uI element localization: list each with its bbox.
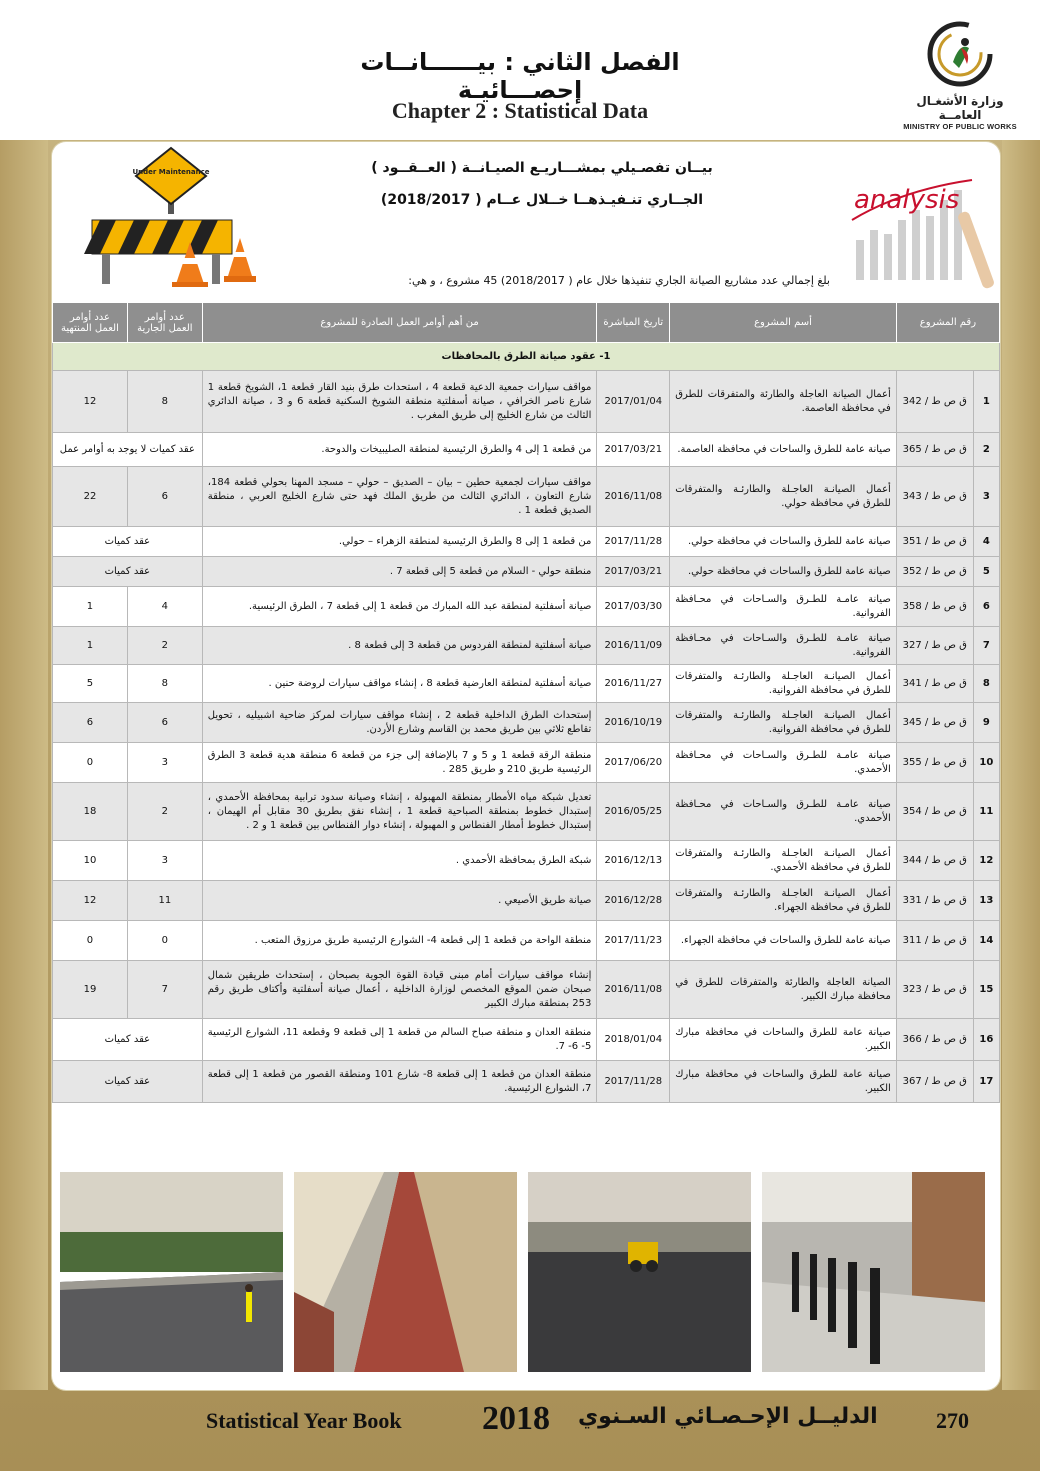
row-project-name: أعمال الصيانـة العاجـلة والطارئـة والمتفرقات للطرق في محافظة الأحمدي.: [670, 841, 897, 881]
row-code: ق ص ط / 331: [896, 881, 973, 921]
row-finished-count: 18: [53, 783, 128, 841]
ministry-logo: [900, 18, 1020, 131]
row-start-date: 2016/12/13: [597, 841, 670, 881]
row-finished-count: 19: [53, 961, 128, 1019]
section-title: 1- عقود صيانة الطرق بالمحافظات: [53, 343, 1000, 371]
row-running-count: 2: [127, 783, 202, 841]
gold-border-right: [1002, 140, 1040, 1390]
row-start-date: 2016/12/28: [597, 881, 670, 921]
footer-book-en: Statistical Year Book: [206, 1408, 402, 1433]
photo-strip: [60, 1172, 990, 1372]
row-start-date: 2017/03/21: [597, 557, 670, 587]
row-running-count: 6: [127, 467, 202, 527]
row-project-name: صيانة عامة للطرق والساحات في محافظة مبارك الكبير.: [670, 1019, 897, 1061]
table-row: [53, 1019, 1000, 1061]
photo-sidewalk-bricks: [294, 1172, 517, 1372]
row-finished-count: 12: [53, 881, 128, 921]
table-row: [53, 1061, 1000, 1103]
footer: [0, 1398, 1040, 1471]
row-start-date: 2016/11/08: [597, 961, 670, 1019]
row-number: 7: [973, 627, 999, 665]
row-start-date: 2016/11/09: [597, 627, 670, 665]
card-title-line2: الجــاري تنـفيـذهــا خــلال عــام ( 2018/2017): [380, 192, 704, 208]
row-number: 5: [973, 557, 999, 587]
row-start-date: 2017/06/20: [597, 743, 670, 783]
row-number: 13: [973, 881, 999, 921]
row-start-date: 2017/01/04: [597, 371, 670, 433]
row-work-orders: منطقة الواحة من قطعة 1 إلى قطعة 4- الشوارع الرئيسية طريق مرزوق المتعب .: [202, 921, 597, 961]
ministry-name-en: MINISTRY OF PUBLIC WORKS: [903, 122, 1017, 131]
row-code: ق ص ط / 352: [896, 557, 973, 587]
table-row: [53, 371, 1000, 433]
projects-table: [52, 302, 1000, 1103]
row-project-name: صيانة عامة للطرق والساحات في محافظة حولي.: [670, 527, 897, 557]
row-work-orders: إستحداث الطرق الداخلية قطعة 2 ، إنشاء مواقف سيارات لمركز ضاحية اشبيليه ، تحويل تقاطع ثلاثي بين طريق محمد بن القاسم وشارع الأردن.: [202, 703, 597, 743]
row-work-orders: مواقف سيارات جمعية الدعية قطعة 4 ، استحداث طرق بنيد القار قطعة 1، الشويخ قطعة 1 شارع ناصر الخرافي ، صيانة أسفلتية منطقة الشويخ السكنية قطعة 6 و 3 ، صيانة الدائري الثالث من شارع الخليج إلى طريق المغرب .: [202, 371, 597, 433]
row-project-name: صيانة عامة للطرق والساحات في محافظة الجهراء.: [670, 921, 897, 961]
row-project-name: صيانة عامة للطرق والساحات في محافظة العاصمة.: [670, 433, 897, 467]
table-row: [53, 627, 1000, 665]
table-row: [53, 467, 1000, 527]
analysis-word: analysis: [854, 185, 960, 215]
table-row: [53, 841, 1000, 881]
row-project-name: صيانة عامـة للطـرق والسـاحات في محـافظة الفروانية.: [670, 627, 897, 665]
row-finished-count: 5: [53, 665, 128, 703]
row-merged-note: عقد كميات: [53, 557, 203, 587]
row-finished-count: 0: [53, 921, 128, 961]
row-start-date: 2017/11/28: [597, 527, 670, 557]
chapter-title-ar: الفصل الثاني : بيــــــانــات إحصـــائيـة: [360, 48, 680, 104]
row-code: ق ص ط / 351: [896, 527, 973, 557]
row-project-name: أعمال الصيانـة العاجـلة والطارئـة والمتفرقات للطرق في محافظة الفروانية.: [670, 665, 897, 703]
footer-year: 2018: [482, 1400, 550, 1437]
col-header-date: تاريخ المباشرة: [597, 303, 670, 343]
row-number: 6: [973, 587, 999, 627]
photo-asphalt-paver: [528, 1172, 751, 1372]
row-finished-count: 1: [53, 587, 128, 627]
row-number: 12: [973, 841, 999, 881]
row-running-count: 7: [127, 961, 202, 1019]
row-project-name: صيانة عامة للطرق والساحات في محافظة حولي.: [670, 557, 897, 587]
table-row: [53, 557, 1000, 587]
row-number: 9: [973, 703, 999, 743]
row-work-orders: تعديل شبكة مياه الأمطار بمنطقة المهبولة ، إنشاء وصيانة سدود ترابية بمحافظة الأحمدي ، إستبدال خطوط بمنطقة الصباحية قطعة 1 ، إنشاء نفق بطريق 30 مقابل أم الهيمان ، إستبدال خطوط أمطار الفنطاس و المهبولة ، إنشاء دوار الفنطاس بين قطعة 1 و 2 .: [202, 783, 597, 841]
sign-text: Under Maintenance: [132, 168, 210, 176]
row-running-count: 4: [127, 587, 202, 627]
footer-book-ar: الدليــل الإحـصـائي السـنوي: [578, 1404, 878, 1429]
row-start-date: 2017/03/21: [597, 433, 670, 467]
col-header-desc: من أهم أوامر العمل الصادرة للمشروع: [202, 303, 597, 343]
table-row: [53, 587, 1000, 627]
row-work-orders: صيانة أسفلتية لمنطقة الفردوس من قطعة 3 إلى قطعة 8 .: [202, 627, 597, 665]
row-running-count: 6: [127, 703, 202, 743]
row-finished-count: 22: [53, 467, 128, 527]
row-start-date: 2016/11/08: [597, 467, 670, 527]
col-header-finished: عدد أوامر العمل المنتهية: [53, 303, 128, 343]
card-title-line1: بيــان تفصـيلي بمشـــاريـع الصيـانــة ( العــقــود ): [371, 160, 713, 176]
row-finished-count: 10: [53, 841, 128, 881]
table-row: [53, 433, 1000, 467]
row-start-date: 2018/01/04: [597, 1019, 670, 1061]
row-project-name: أعمال الصيانـة العاجـلة والطارئـة والمتفرقات للطرق في محافظة الجهراء.: [670, 881, 897, 921]
row-code: ق ص ط / 344: [896, 841, 973, 881]
row-finished-count: 12: [53, 371, 128, 433]
content-card: [52, 142, 1000, 1390]
row-merged-note: عقد كميات: [53, 1019, 203, 1061]
intro-text: بلغ إجمالي عدد مشاريع الصيانة الجاري تنفيذها خلال عام ( 2018/2017) 45 مشروع ، و هي:: [408, 274, 830, 287]
row-start-date: 2017/03/30: [597, 587, 670, 627]
row-running-count: 8: [127, 665, 202, 703]
table-row: [53, 665, 1000, 703]
row-work-orders: من قطعة 1 إلى 4 والطرق الرئيسية لمنطقة الصليبيخات والدوحة.: [202, 433, 597, 467]
row-code: ق ص ط / 365: [896, 433, 973, 467]
row-finished-count: 1: [53, 627, 128, 665]
table-row: [53, 703, 1000, 743]
table-row: [53, 881, 1000, 921]
table-header-row: [53, 303, 1000, 343]
row-work-orders: منطقة حولي - السلام من قطعة 5 إلى قطعة 7 .: [202, 557, 597, 587]
row-work-orders: مواقف سيارات لجمعية حطين – بيان – الصديق – حولي – مسجد المهنا بحولي قطعة 184، شارع التعاون ، الدائري الثالث من طريق الملك فهد حتى شارع الخليج العربي ، منطقة الصديق قطعة 1 .: [202, 467, 597, 527]
table-row: [53, 783, 1000, 841]
row-project-name: صيانة عامـة للطـرق والسـاحات في محـافظة الأحمدي.: [670, 743, 897, 783]
row-number: 8: [973, 665, 999, 703]
row-number: 14: [973, 921, 999, 961]
under-maintenance-illustration: [78, 146, 268, 288]
footer-page-number: 270: [936, 1408, 969, 1433]
row-project-name: أعمال الصيانـة العاجـلة والطارئـة والمتفرقات للطرق في محافظة حولي.: [670, 467, 897, 527]
row-code: ق ص ط / 345: [896, 703, 973, 743]
row-code: ق ص ط / 342: [896, 371, 973, 433]
row-running-count: 2: [127, 627, 202, 665]
row-work-orders: منطقة العدان من قطعة 1 إلى قطعة 8- شارع 101 ومنطقة القصور من قطعة 1 إلى قطعة 7، الشوارع الرئيسية.: [202, 1061, 597, 1103]
row-merged-note: عقد كميات: [53, 527, 203, 557]
row-code: ق ص ط / 327: [896, 627, 973, 665]
row-work-orders: من قطعة 1 إلى 8 والطرق الرئيسية لمنطقة الزهراء – حولي.: [202, 527, 597, 557]
row-merged-note: عقد كميات: [53, 1061, 203, 1103]
col-header-running: عدد أوامر العمل الجارية: [127, 303, 202, 343]
row-work-orders: صيانة أسفلتية لمنطقة العارضية قطعة 8 ، إنشاء مواقف سيارات لروضة حنين .: [202, 665, 597, 703]
row-start-date: 2017/11/28: [597, 1061, 670, 1103]
row-finished-count: 0: [53, 743, 128, 783]
row-work-orders: منطقة العدان و منطقة صباح السالم من قطعة 1 إلى قطعة 9 وقطعة 11، الشوارع الرئيسية 5- 6- 7.: [202, 1019, 597, 1061]
row-start-date: 2016/10/19: [597, 703, 670, 743]
row-code: ق ص ط / 341: [896, 665, 973, 703]
row-project-name: صيانة عامة للطرق والساحات في محافظة مبارك الكبير.: [670, 1061, 897, 1103]
table-row: [53, 743, 1000, 783]
table-row: [53, 961, 1000, 1019]
row-running-count: 3: [127, 743, 202, 783]
row-running-count: 0: [127, 921, 202, 961]
row-start-date: 2016/05/25: [597, 783, 670, 841]
row-running-count: 11: [127, 881, 202, 921]
row-start-date: 2016/11/27: [597, 665, 670, 703]
row-number: 16: [973, 1019, 999, 1061]
row-code: ق ص ط / 323: [896, 961, 973, 1019]
row-code: ق ص ط / 311: [896, 921, 973, 961]
col-header-name: أسم المشروع: [670, 303, 897, 343]
row-number: 17: [973, 1061, 999, 1103]
chapter-title-en: Chapter 2 : Statistical Data: [391, 98, 649, 123]
row-number: 4: [973, 527, 999, 557]
row-merged-note: عقد كميات لا يوجد به أوامر عمل: [53, 433, 203, 467]
photo-parking-bollards: [762, 1172, 985, 1372]
row-work-orders: إنشاء مواقف سيارات أمام مبنى قيادة القوة الجوية بصبحان ، إستحداث طريقين شمال صبحان ضمن الموقع المخصص لوزارة الداخلية ، أعمال صيانة أسفلتية وأكتاف طريق رقم 253 بمنطقة مبارك الكبير: [202, 961, 597, 1019]
row-code: ق ص ط / 366: [896, 1019, 973, 1061]
analysis-illustration: [842, 150, 1000, 298]
row-running-count: 3: [127, 841, 202, 881]
ministry-emblem-icon: [925, 18, 995, 90]
row-code: ق ص ط / 367: [896, 1061, 973, 1103]
row-work-orders: صيانة أسفلتية لمنطقة عبد الله المبارك من قطعة 1 إلى قطعة 7 ، الطرق الرئيسية.: [202, 587, 597, 627]
row-project-name: الصيانة العاجلة والطارئة والمتفرقات للطرق في محافظة مبارك الكبير.: [670, 961, 897, 1019]
row-work-orders: منطقة الرقة قطعة 1 و 5 و 7 بالإضافة إلى جزء من قطعة 6 منطقة هدية قطعة 3 الطرق الرئيسية طريق 210 و طريق 285 .: [202, 743, 597, 783]
table-row: [53, 921, 1000, 961]
row-project-name: صيانة عامـة للطـرق والسـاحات في محـافظة الأحمدي.: [670, 783, 897, 841]
row-number: 11: [973, 783, 999, 841]
row-number: 1: [973, 371, 999, 433]
row-finished-count: 6: [53, 703, 128, 743]
row-work-orders: صيانة طريق الأصيعي .: [202, 881, 597, 921]
col-header-number: رقم المشروع: [896, 303, 999, 343]
photo-road-worker: [60, 1172, 283, 1372]
row-work-orders: شبكة الطرق بمحافظة الأحمدي .: [202, 841, 597, 881]
row-number: 15: [973, 961, 999, 1019]
row-number: 10: [973, 743, 999, 783]
row-running-count: 8: [127, 371, 202, 433]
row-code: ق ص ط / 343: [896, 467, 973, 527]
table-row: [53, 527, 1000, 557]
row-code: ق ص ط / 358: [896, 587, 973, 627]
row-number: 2: [973, 433, 999, 467]
row-start-date: 2017/11/23: [597, 921, 670, 961]
section-row: [53, 343, 1000, 371]
row-code: ق ص ط / 355: [896, 743, 973, 783]
row-project-name: أعمال الصيانة العاجلة والطارئة والمتفرقات للطرق في محافظة العاصمة.: [670, 371, 897, 433]
row-number: 3: [973, 467, 999, 527]
ministry-name-ar: وزارة الأشغـال العامــة: [916, 94, 1004, 122]
gold-border-left: [0, 140, 48, 1390]
row-code: ق ص ط / 354: [896, 783, 973, 841]
row-project-name: صيانة عامـة للطـرق والسـاحات في محـافظة الفروانية.: [670, 587, 897, 627]
row-project-name: أعمال الصيانـة العاجـلة والطارئـة والمتفرقات للطرق في محافظة الفروانية.: [670, 703, 897, 743]
